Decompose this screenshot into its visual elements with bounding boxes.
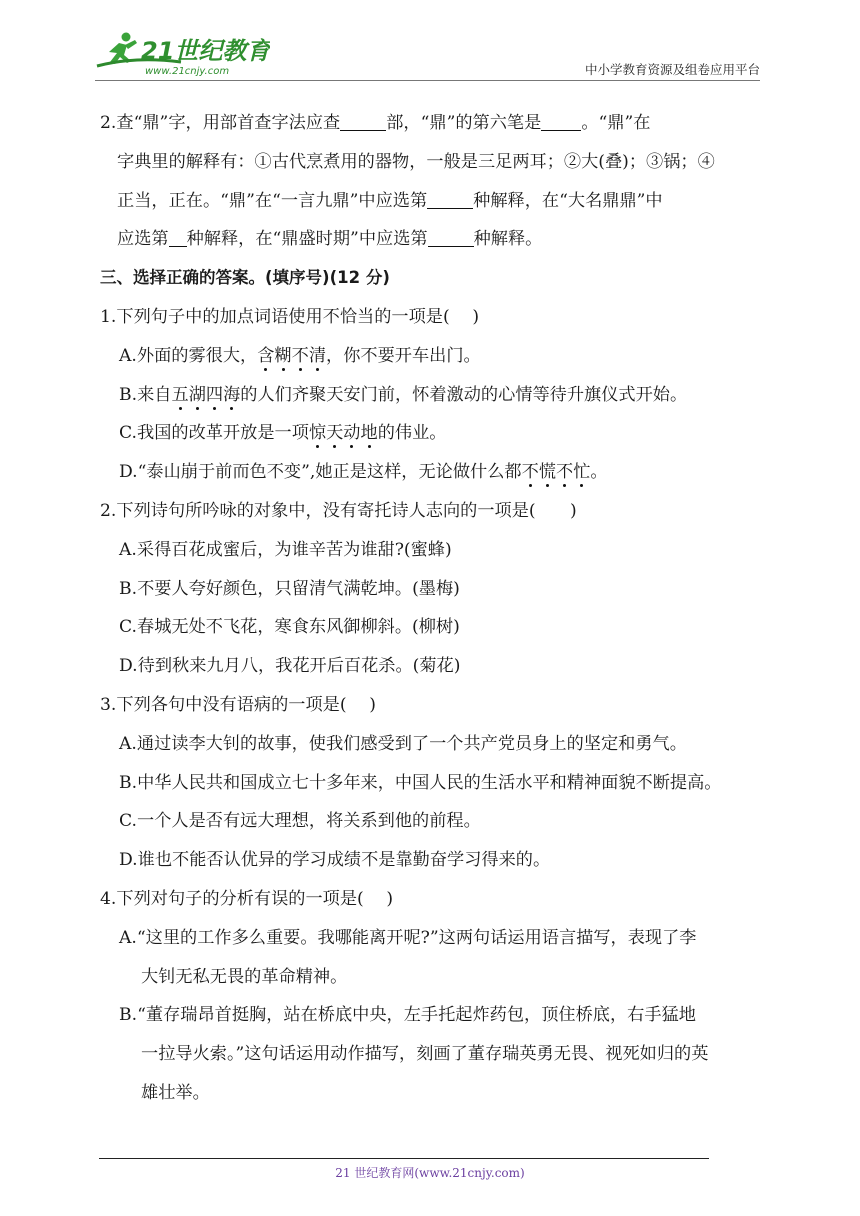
answer-blank[interactable]: [541, 113, 581, 131]
answer-blank[interactable]: [427, 190, 473, 208]
q4-option-b-cont: 雄壮举。: [141, 1082, 210, 1103]
page-header: [95, 30, 760, 82]
q2-stem: 2.下列诗句所吟咏的对象中，没有寄托诗人志向的一项是( ): [100, 500, 577, 521]
q4-option-a[interactable]: A.“这里的工作多么重要。我哪能离开呢?”这两句话运用语言描写，表现了李: [119, 927, 697, 948]
text: 正当，正在。“鼎”在“一言九鼎”中应选第: [117, 190, 428, 211]
emphasis-char: 不: [556, 462, 574, 483]
text: D.“泰山崩于前而色不变”,她正是这样，无论做什么都: [119, 462, 522, 483]
q4-stem: 4.下列对句子的分析有误的一项是( ): [100, 888, 394, 909]
emphasis-char: 糊: [274, 345, 292, 366]
dotted-word: [171, 385, 240, 405]
q1-option-b[interactable]: [100, 376, 765, 415]
text: 的人们齐聚天安门前，怀着激动的心情等待升旗仪式开始。: [240, 384, 688, 405]
header-divider: [95, 80, 760, 81]
emphasis-char: 不: [521, 462, 539, 483]
q2-line-4: [100, 220, 765, 259]
answer-blank[interactable]: [169, 229, 187, 247]
text: A.外面的雾很大，: [119, 345, 258, 366]
footer-divider: [99, 1158, 709, 1159]
text: ，你不要开车出门。: [326, 345, 481, 366]
q2-option-a[interactable]: A.采得百花成蜜后，为谁辛苦为谁甜?(蜜蜂): [119, 539, 452, 560]
text: 。“鼎”在: [581, 113, 651, 133]
emphasis-char: 不: [291, 345, 309, 366]
platform-name: 中小学教育资源及组卷应用平台: [584, 62, 760, 77]
text: C.我国的改革开放是一项: [119, 423, 309, 444]
dotted-word: [257, 346, 326, 366]
emphasis-char: 四: [205, 384, 224, 405]
runner-logo-icon: [95, 30, 270, 78]
q2-line-1: [100, 104, 765, 143]
text: 的伟业。: [377, 423, 447, 444]
q1-option-d[interactable]: [100, 453, 765, 492]
q3-option-c[interactable]: C.一个人是否有远大理想，将关系到他的前程。: [119, 811, 481, 832]
q1-stem: 1.下列句子中的加点词语使用不恰当的一项是( ): [100, 306, 480, 327]
emphasis-char: 慌: [538, 462, 557, 483]
dotted-word: [522, 462, 591, 482]
emphasis-char: 湖: [188, 384, 206, 405]
svg-text:www.21cnjy.com: www.21cnjy.com: [145, 66, 230, 77]
emphasis-char: 清: [308, 345, 327, 366]
text: 应选第: [117, 229, 169, 250]
q4-option-b-cont: 一拉导火索。”这句话运用动作描写，刻画了董存瑞英勇无畏、视死如归的英: [141, 1044, 709, 1065]
page-footer: 21 世纪教育网(www.21cnjy.com): [335, 1166, 525, 1180]
section-3-title: 三、选择正确的答案。(填序号)(12 分): [100, 268, 390, 288]
q2-option-d[interactable]: D.待到秋来九月八，我花开后百花杀。(菊花): [119, 656, 461, 677]
q2-option-c[interactable]: C.春城无处不飞花，寒食东风御柳斜。(柳树): [119, 617, 460, 638]
answer-blank[interactable]: [428, 229, 474, 247]
emphasis-char: 含: [257, 345, 275, 366]
q1-option-c[interactable]: [100, 414, 765, 453]
text: 。: [590, 462, 608, 483]
emphasis-char: 五: [171, 384, 189, 405]
q4-option-a-cont: 大钊无私无畏的革命精神。: [141, 966, 348, 987]
q3-option-b[interactable]: B.中华人民共和国成立七十多年来，中国人民的生活水平和精神面貌不断提高。: [119, 772, 722, 793]
q2-line-3: [100, 182, 765, 221]
text: 种解释。: [473, 229, 543, 250]
text: 部，“鼎”的第六笔是: [386, 113, 542, 133]
text: 2.查“鼎”字，用部首查字法应查: [100, 113, 341, 133]
q4-option-b[interactable]: B.“董存瑞昂首挺胸，站在桥底中央，左手托起炸药包，顶住桥底，右手猛地: [119, 1005, 696, 1026]
emphasis-char: 海: [223, 384, 241, 405]
text: B.来自: [119, 384, 172, 405]
q2-option-b[interactable]: B.不要人夸好颜色，只留清气满乾坤。(墨梅): [119, 578, 460, 599]
emphasis-char: 忙: [573, 462, 591, 483]
site-logo: [95, 30, 270, 78]
q1-option-a[interactable]: [100, 337, 765, 376]
text: 种解释，在“大名鼎鼎”中: [473, 190, 663, 211]
emphasis-char: 动: [343, 423, 361, 444]
dotted-word: [309, 423, 378, 443]
emphasis-char: 天: [326, 423, 344, 444]
text: 种解释，在“鼎盛时期”中应选第: [186, 229, 428, 250]
emphasis-char: 惊: [308, 423, 327, 444]
worksheet-body: [100, 104, 765, 1113]
answer-blank[interactable]: [340, 113, 386, 131]
emphasis-char: 地: [360, 423, 378, 444]
q3-stem: 3.下列各句中没有语病的一项是( ): [100, 694, 376, 715]
q3-option-d[interactable]: D.谁也不能否认优异的学习成绩不是靠勤奋学习得来的。: [119, 850, 551, 871]
q3-option-a[interactable]: A.通过读李大钊的故事，使我们感受到了一个共产党员身上的坚定和勇气。: [119, 733, 687, 754]
q2-line-2: 字典里的解释有：①古代烹煮用的器物，一般是三足两耳；②大(叠)；③锅；④: [117, 151, 715, 172]
svg-text:21世纪教育: 21世纪教育: [141, 37, 270, 65]
